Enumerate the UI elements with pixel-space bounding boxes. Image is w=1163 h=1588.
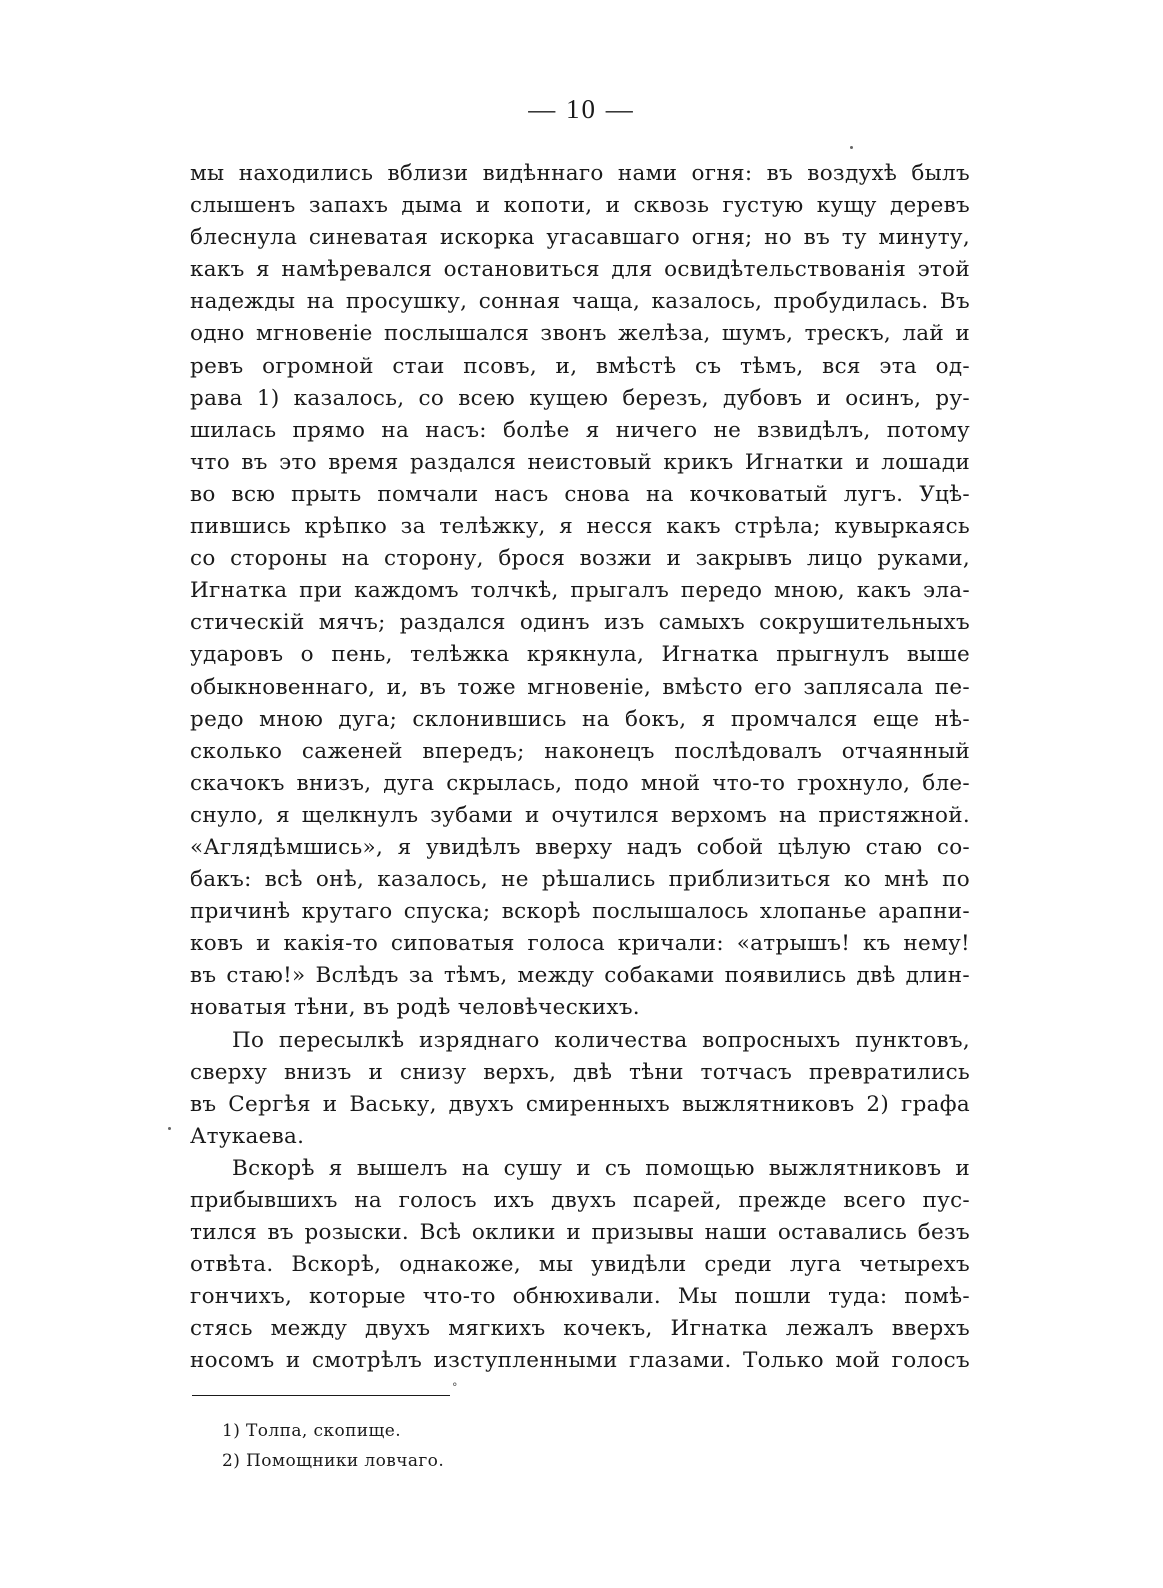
text-line: слышенъ запахъ дыма и копоти, и сквозь густую кущу деревъ	[190, 193, 970, 219]
text-line: снуло, я щелкнулъ зубами и очутился верхомъ на пристяжной.	[190, 802, 970, 828]
text-line: шилась прямо на насъ: болѣе я ничего не взвидѣлъ, потому	[190, 417, 970, 443]
text-line: скачокъ внизъ, дуга скрылась, подо мной что-то грохнуло, бле-	[190, 770, 970, 796]
text-line: ударовъ о пень, телѣжка крякнула, Игнатка прыгнулъ выше	[190, 642, 970, 668]
text-line: «Аглядѣмшись», я увидѣлъ вверху надъ собой цѣлую стаю со-	[190, 834, 970, 860]
text-line: какъ я намѣревался остановиться для освидѣтельствованія этой	[190, 257, 970, 283]
text-line: мы находились вблизи видѣннаго нами огня: въ воздухѣ былъ	[190, 161, 970, 186]
text-line: со стороны на сторону, брося возжи и закрывъ лицо руками,	[190, 546, 970, 572]
text-line: ковъ и какія-то сиповатыя голоса кричали: «атрышъ! къ нему!	[190, 931, 970, 957]
divider-speck: °	[452, 1381, 458, 1394]
text-line: рава 1) казалось, со всею кущею березъ, дубовъ и осинъ, ру-	[190, 385, 970, 411]
footnotes	[222, 1416, 922, 1476]
text-line: въ стаю!» Вслѣдъ за тѣмъ, между собаками появились двѣ длин-	[190, 963, 970, 989]
print-speck	[850, 146, 853, 149]
text-line: одно мгновеніе послышался звонъ желѣза, шумъ, трескъ, лай и	[190, 321, 970, 347]
text-line: редо мною дуга; склонившись на бокъ, я промчался еще нѣ-	[190, 706, 970, 732]
text-line: стясь между двухъ мягкихъ кочекъ, Игнатка лежалъ вверхъ	[190, 1316, 970, 1342]
body-text	[190, 158, 970, 1378]
text-line: обыкновеннаго, и, въ тоже мгновеніе, вмѣсто его заплясала пе-	[190, 674, 970, 700]
print-speck	[168, 1127, 171, 1130]
text-line: стическій мячъ; раздался одинъ изъ самыхъ сокрушительныхъ	[190, 610, 970, 636]
footnote: 1) Толпа, скопище.	[222, 1421, 402, 1441]
text-line: что въ это время раздался неистовый крикъ Игнатки и лошади	[190, 449, 970, 475]
page-number: — 10 —	[528, 94, 635, 124]
text-line: Атукаева.	[190, 1123, 305, 1149]
text-line: носомъ и смотрѣлъ изступленными глазами. Только мой голосъ	[190, 1348, 970, 1374]
text-line: причинѣ крутаго спуска; вскорѣ послышалось хлопанье арапни-	[190, 899, 970, 925]
text-line: во всю прыть помчали насъ снова на кочковатый лугъ. Уцѣ-	[190, 481, 970, 507]
text-line: отвѣта. Вскорѣ, однакоже, мы увидѣли среди луга четырехъ	[190, 1252, 970, 1278]
text-line: новатыя тѣни, въ родѣ человѣческихъ.	[190, 995, 640, 1021]
footnote-divider	[192, 1395, 450, 1396]
text-line: сверху внизъ и снизу верхъ, двѣ тѣни тотчасъ превратились	[190, 1059, 970, 1085]
text-line: гончихъ, которые что-то обнюхивали. Мы пошли туда: помѣ-	[190, 1284, 970, 1310]
footnote: 2) Помощники ловчаго.	[222, 1451, 445, 1471]
text-line: Игнатка при каждомъ толчкѣ, прыгалъ передо мною, какъ эла-	[190, 578, 970, 604]
text-line: По пересылкѣ изряднаго количества вопросныхъ пунктовъ,	[232, 1027, 970, 1053]
text-line: тился въ розыски. Всѣ оклики и призывы наши оставались безъ	[190, 1220, 970, 1246]
text-line: бакъ: всѣ онѣ, казалось, не рѣшались приблизиться ко мнѣ по	[190, 867, 970, 893]
text-line: въ Сергѣя и Ваську, двухъ смиренныхъ выжлятниковъ 2) графа	[190, 1091, 970, 1117]
text-line: Вскорѣ я вышелъ на сушу и съ помощью выжлятниковъ и	[232, 1155, 970, 1181]
text-line: ревъ огромной стаи псовъ, и, вмѣстѣ съ тѣмъ, вся эта од-	[190, 353, 970, 379]
text-line: пившись крѣпко за телѣжку, я несся какъ стрѣла; кувыркаясь	[190, 514, 970, 540]
text-line: прибывшихъ на голосъ ихъ двухъ псарей, прежде всего пус-	[190, 1188, 970, 1213]
text-line: надежды на просушку, сонная чаща, казалось, пробудилась. Въ	[190, 289, 970, 315]
text-line: блеснула синеватая искорка угасавшаго огня; но въ ту минуту,	[190, 225, 970, 251]
text-line: сколько саженей впередъ; наконецъ послѣдовалъ отчаянный	[190, 738, 970, 764]
